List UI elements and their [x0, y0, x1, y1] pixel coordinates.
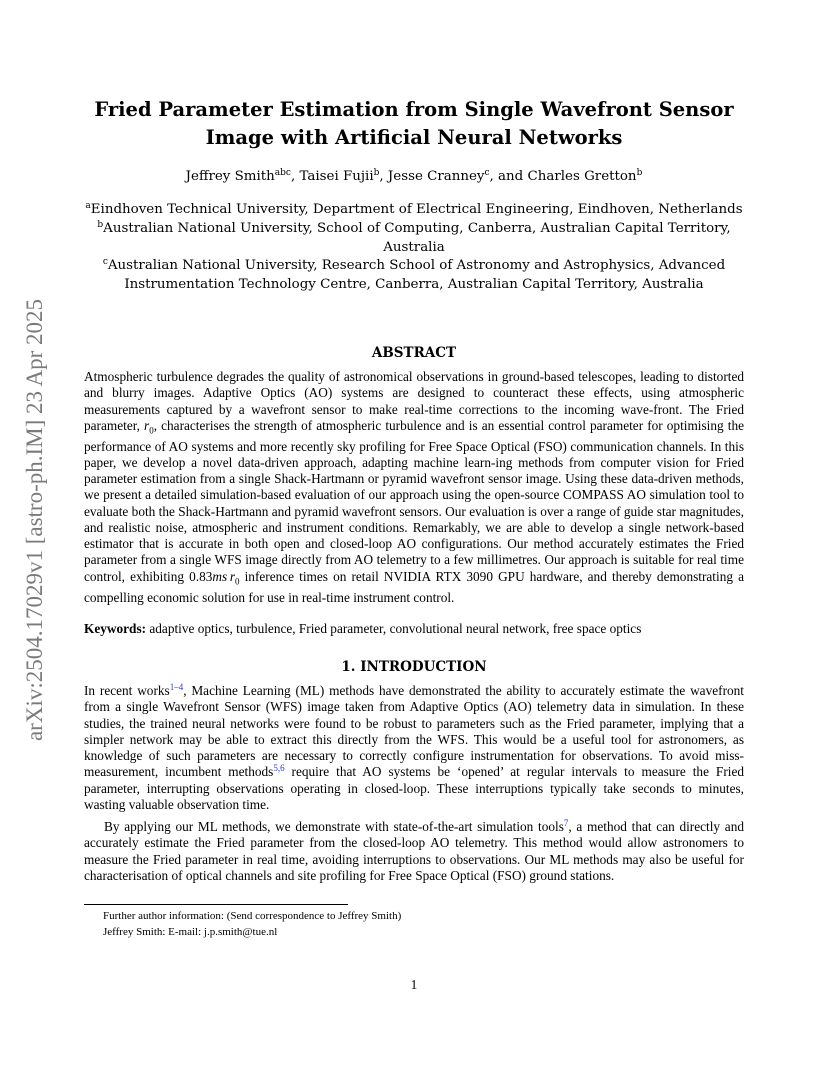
citation-link[interactable]: 5,6	[273, 763, 285, 774]
title-line-1: Fried Parameter Estimation from Single Wavefront Sensor	[94, 98, 734, 121]
author: Jeffrey Smith$^{abc}$,	[185, 168, 300, 184]
abstract-body: Atmospheric turbulence degrades the quality of astronomical observations in ground-based telescopes, leading to distorted and blurry images. Adaptive Optics (AO) systems are designed to counteract these effects, using atmospheric measurements captured by a wavefront sensor to make real-time corrections to the incoming wave-front. The Fried parameter, $r_0$, characterises the strength of atmospheric turbulence and is an essential control parameter for optimising the performance of AO systems and more recently sky profiling for Free Space Optical (FSO) communication channels. In this paper, we develop a novel data-driven approach, adapting machine learn-ing methods from computer vision for Fried parameter estimation from a single Shack-Hartmann or pyramid wavefront sensor image. Using these data-driven methods, we present a detailed simulation-based evaluation of our approach using the open-source COMPASS AO simulation tool to evaluate both the Shack-Hartmann and pyramid wavefront sensors. Our evaluation is over a range of guide star magnitudes, and realistic noise, atmospheric and instrument conditions. Remarkably, we are able to develop a single network-based estimator that is accurate in both open and closed-loop AO configurations. Our method accurately estimates the Fried parameter from a single WFS image directly from AO telemetry to a few millimetres. Our approach is suitable for real time control, exhibiting 0.83ms $r_0$ inference times on retail NVIDIA RTX 3090 GPU hardware, and thereby demonstrating a compelling economic solution for use in real-time instrument control.	[84, 369, 744, 605]
author: Taisei Fujii$^b$,	[299, 168, 388, 184]
keywords	[84, 621, 744, 637]
footnote-rule	[84, 904, 348, 905]
footnote-line: Further author information: (Send correspondence to Jeffrey Smith)	[103, 910, 402, 922]
citation-link[interactable]: 1–4	[169, 682, 184, 692]
title-line-2: Image with Artificial Neural Networks	[205, 126, 623, 149]
arxiv-identifier[interactable]: arXiv:2504.17029v1 [astro-ph.IM] 23 Apr 2025	[22, 298, 47, 742]
citation-link[interactable]: 7	[563, 818, 569, 828]
page-number: 1	[410, 977, 418, 992]
paper-title	[0, 96, 828, 152]
author: Charles Gretton$^b$	[527, 168, 643, 184]
keywords-list: adaptive optics, turbulence, Fried parameter, convolutional neural network, free space optics	[149, 621, 642, 636]
author: Jesse Cranney$^c$, and	[387, 168, 528, 184]
section-heading-introduction: 1. INTRODUCTION	[341, 659, 487, 675]
arxiv-stamp	[15, 265, 55, 775]
author-list	[0, 167, 828, 187]
footnote-line: Jeffrey Smith: E-mail: j.p.smith@tue.nl	[103, 925, 278, 938]
abstract-heading: ABSTRACT	[371, 345, 457, 361]
keywords-label: Keywords:	[84, 621, 147, 636]
affiliation: $^c$Australian National University, Research School of Astronomy and Astrophysics, Advanced Instrumentation Technology Centre, Canberra, Australian Capital Territory, Australia	[102, 257, 726, 293]
footnote	[103, 909, 743, 940]
affiliation: $^a$Eindhoven Technical University, Department of Electrical Engineering, Eindhoven, Netherlands	[85, 201, 743, 217]
affiliations	[84, 201, 744, 295]
intro-paragraph-2: By applying our ML methods, we demonstrate with state-of-the-art simulation tools$^7$, a method that can directly and accurately estimate the Fried parameter from the closed-loop AO telemetry. This method would allow astronomers to measure the Fried parameter in real time, avoiding interruptions to observations. Our ML methods may also be useful for characterisation of optical channels and site profiling for Free Space Optical (FSO) ground stations.	[84, 818, 744, 883]
intro-paragraph-1: In recent works$^{1-4}$, Machine Learning (ML) methods have demonstrated the ability to accurately estimate the wavefront from a single Wavefront Sensor (WFS) image taken from Adaptive Optics (AO) telemetry data in simulation. In these studies, the trained neural networks were found to be robust to parameters such as the Fried parameter, implying that a simpler network may be able to extract this directly from the WFS. This would be a useful tool for astronomers, as knowledge of such parameters are necessary to correctly configure instrumentation for observations. To avoid miss-measurement, incumbent methods$^{5,6}$ require that AO systems be ‘opened’ at regular intervals to measure the Fried parameter, interrupting observations operating in closed-loop. These interruptions typically take seconds to minutes, wasting valuable observation time.	[84, 682, 745, 812]
affiliation: $^b$Australian National University, School of Computing, Canberra, Australian Capital Territory, Australia	[97, 219, 731, 255]
